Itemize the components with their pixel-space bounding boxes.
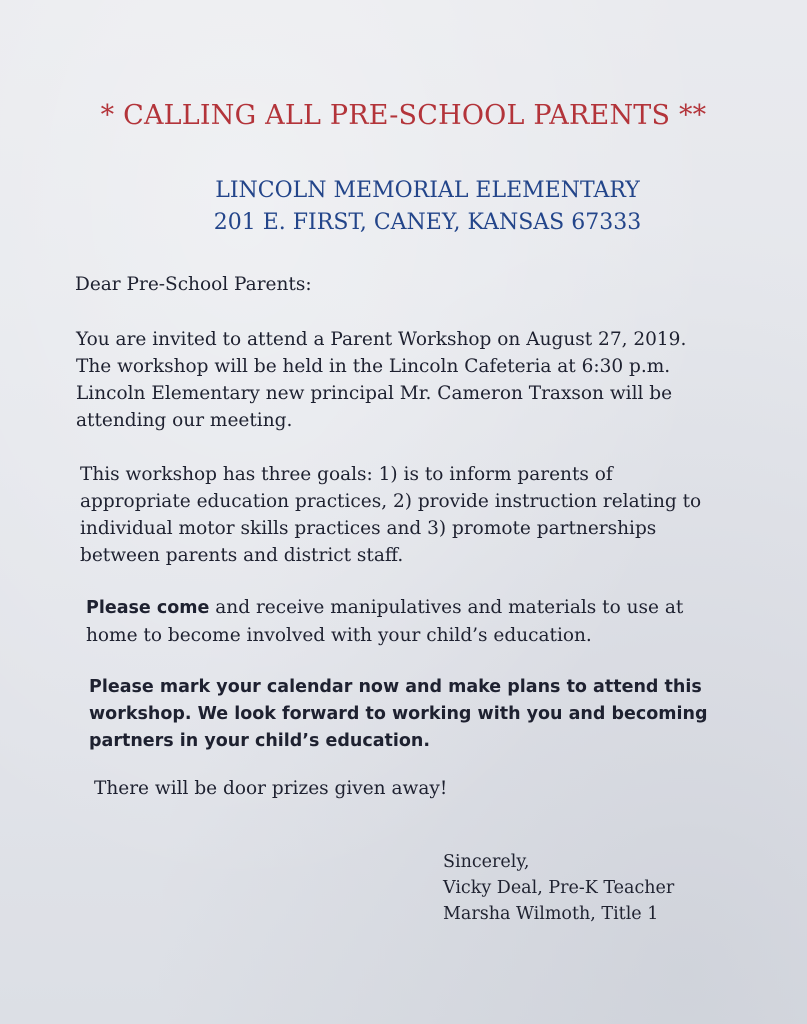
signature-block: [443, 849, 674, 927]
school-address: 201 E. FIRST, CANEY, KANSAS 67333: [213, 210, 642, 235]
school-name: LINCOLN MEMORIAL ELEMENTARY: [215, 178, 640, 203]
paragraph-please-come: [86, 594, 683, 649]
paragraph-line: between parents and district staff.: [80, 545, 404, 566]
signature-name: Marsha Wilmoth, Title 1: [443, 904, 659, 924]
paragraph-line: workshop. We look forward to working with you and becoming: [89, 704, 708, 724]
flyer-title: * CALLING ALL PRE-SCHOOL PARENTS **: [100, 100, 707, 131]
paragraph-line: Lincoln Elementary new principal Mr. Cameron Traxson will be: [76, 383, 673, 404]
paragraph-line: home to become involved with your child’s education.: [86, 625, 592, 646]
paragraph-line-rest: and receive manipulatives and materials to use at: [209, 597, 684, 618]
paragraph-door-prizes: There will be door prizes given away!: [94, 778, 448, 799]
bold-lead-text: Please come: [86, 598, 210, 618]
letter-greeting: Dear Pre-School Parents:: [75, 274, 312, 295]
paragraph-line: attending our meeting.: [76, 410, 293, 431]
paragraph-line: Please mark your calendar now and make plans to attend this: [89, 677, 702, 697]
paragraph-line: The workshop will be held in the Lincoln Cafeteria at 6:30 p.m.: [76, 356, 671, 377]
paragraph-line: [86, 594, 683, 622]
paragraph-line: appropriate education practices, 2) provide instruction relating to: [80, 491, 702, 512]
signature-closing: Sincerely,: [443, 852, 530, 872]
paragraph-line: partners in your child’s education.: [89, 731, 431, 751]
paragraph-workshop-details: [76, 326, 686, 434]
paragraph-line: individual motor skills practices and 3) promote partnerships: [80, 518, 657, 539]
paragraph-mark-calendar: [89, 674, 708, 755]
paragraph-workshop-goals: [80, 461, 701, 569]
paragraph-line: This workshop has three goals: 1) is to inform parents of: [80, 464, 613, 485]
paragraph-line: You are invited to attend a Parent Workshop on August 27, 2019.: [76, 329, 687, 350]
signature-name: Vicky Deal, Pre-K Teacher: [443, 878, 675, 898]
